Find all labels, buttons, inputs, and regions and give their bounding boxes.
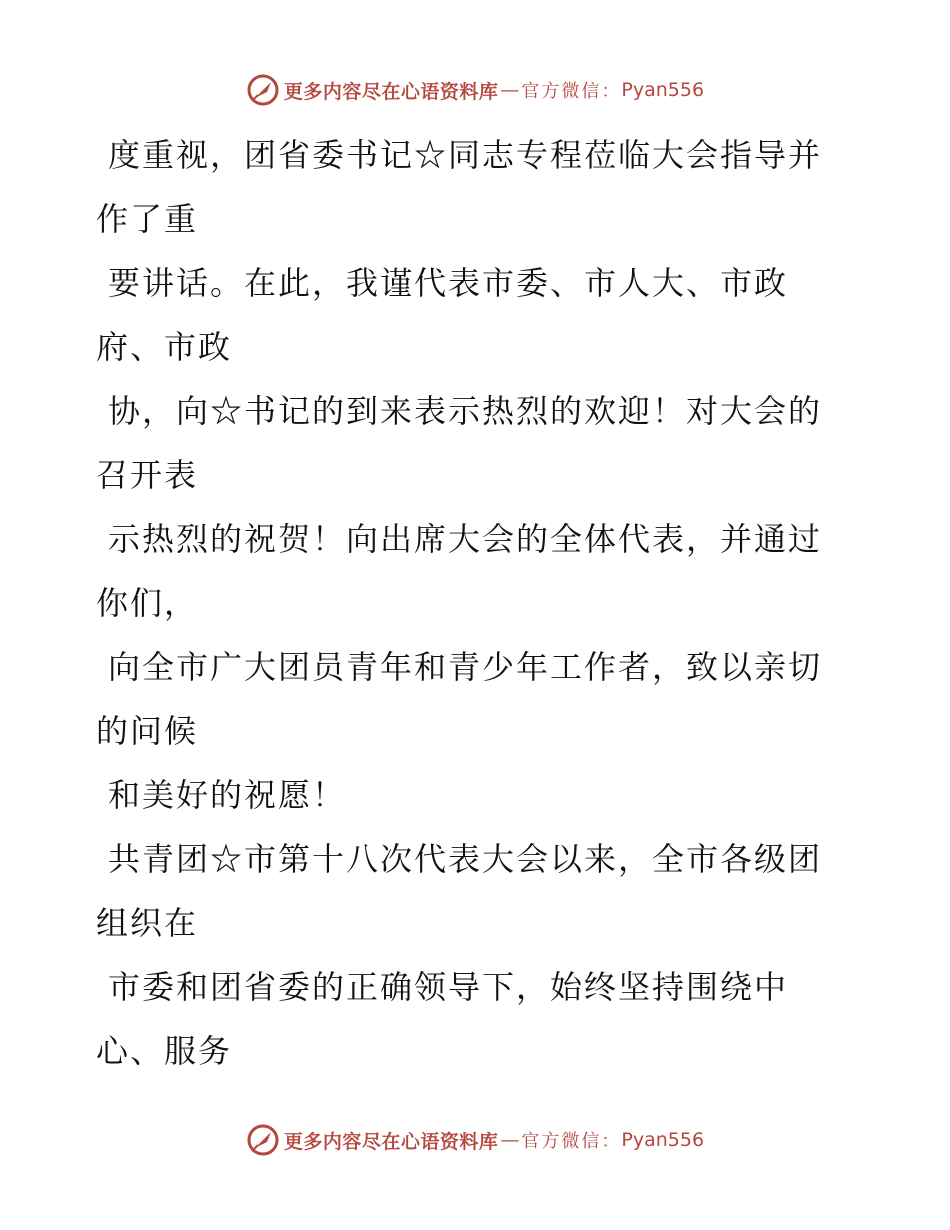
banner-wechat-label: 官方微信： <box>521 81 622 102</box>
line: 作了重 <box>96 200 199 238</box>
line: 示热烈的祝贺！向出席大会的全体代表，并通过 <box>108 520 823 558</box>
line: 度重视，团省委书记☆同志专程莅临大会指导并 <box>108 136 823 174</box>
line: 你们， <box>96 584 199 622</box>
line: 市委和团省委的正确领导下，始终坚持围绕中 <box>108 968 789 1006</box>
banner-wechat-label: 官方微信： <box>521 1131 622 1152</box>
paragraph <box>96 955 836 1083</box>
line: 向全市广大团员青年和青少年工作者，致以亲切 <box>108 648 823 686</box>
line: 召开表 <box>96 456 199 494</box>
paragraph <box>96 251 836 379</box>
paragraph <box>96 827 836 955</box>
line: 协，向☆书记的到来表示热烈的欢迎！对大会的 <box>108 392 823 430</box>
document-body <box>96 123 836 1083</box>
banner-main-text: 更多内容尽在心语资料库 <box>283 80 499 103</box>
banner-main-text: 更多内容尽在心语资料库 <box>283 1130 499 1153</box>
line: 心、服务 <box>96 1032 233 1070</box>
banner-dash: — <box>500 1129 520 1151</box>
paragraph <box>96 507 836 635</box>
paragraph <box>96 123 836 251</box>
paragraph <box>96 763 836 827</box>
line: 和美好的祝愿！ <box>108 776 347 814</box>
line: 府、市政 <box>96 328 233 366</box>
paragraph <box>96 379 836 507</box>
footer-banner <box>0 1120 950 1160</box>
banner-wechat-id: Pyan556 <box>621 1129 705 1151</box>
quill-logo-icon <box>246 73 280 107</box>
header-banner <box>0 70 950 110</box>
line: 的问候 <box>96 712 199 750</box>
line: 要讲话。在此，我谨代表市委、市人大、市政 <box>108 264 789 302</box>
paragraph <box>96 635 836 763</box>
line: 共青团☆市第十八次代表大会以来，全市各级团 <box>108 840 823 878</box>
quill-logo-icon <box>246 1123 280 1157</box>
line: 组织在 <box>96 904 199 942</box>
banner-dash: — <box>500 79 520 101</box>
banner-wechat-id: Pyan556 <box>621 79 705 101</box>
